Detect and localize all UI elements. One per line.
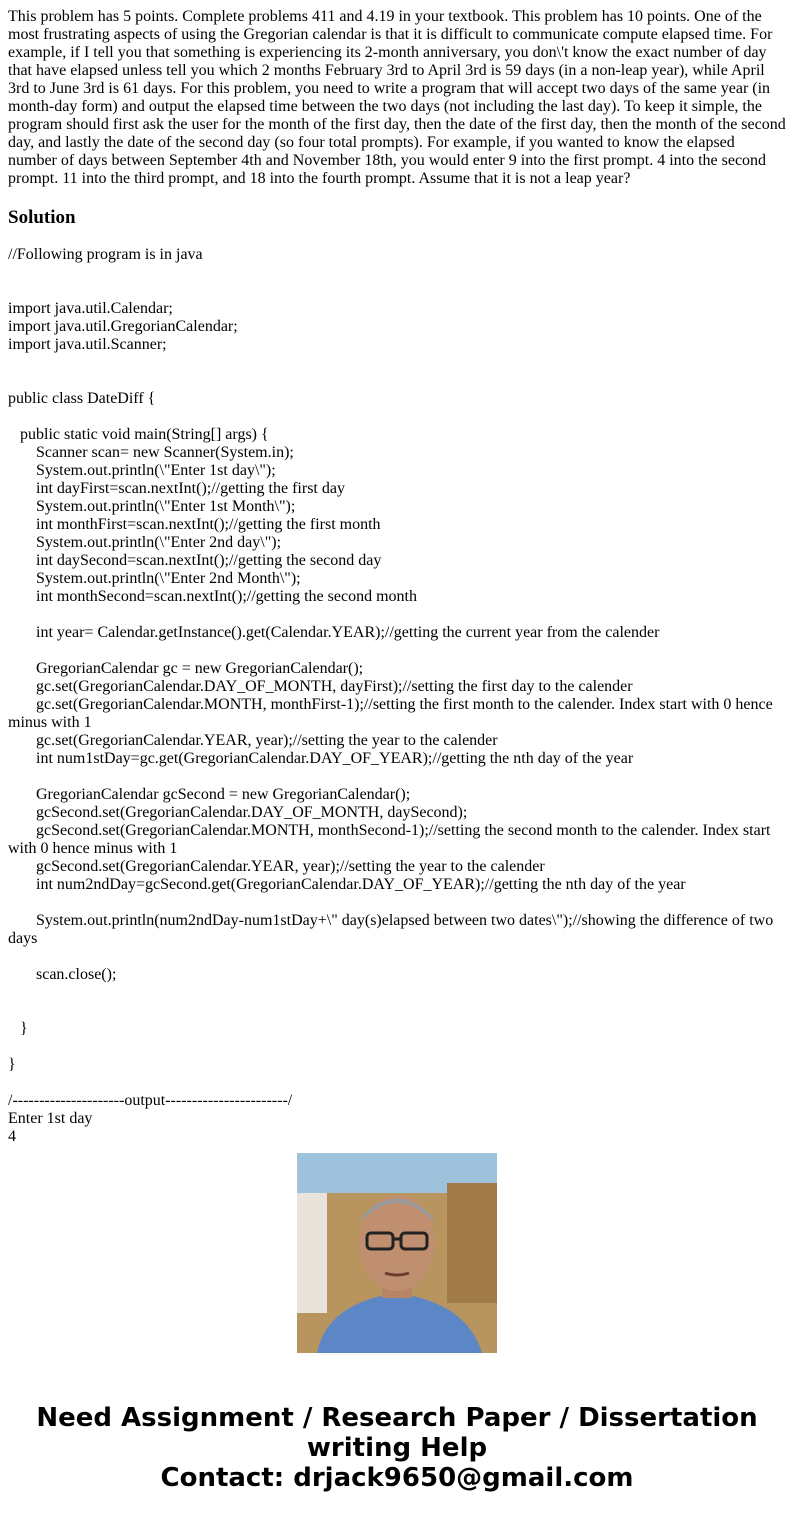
question-text: This problem has 5 points. Complete problems 411 and 4.19 in your textbook. This problem has 10 points. One of the most frustrating aspects of using the Gregorian calendar is that it is difficult to communicate compute elapsed time. For example, if I tell you that something is experiencing its 2-month anniversary, you don\'t know the exact number of day that have elapsed unless tell you which 2 months February 3rd to April 3rd is 59 days (in a non-leap year), while April 3rd to June 3rd is 61 days. For this problem, you need to write a program that will accept two days of the same year (in month-day form) and output the elapsed time between the two days (not including the last day). To keep it simple, the program should first ask the user for the month of the first day, then the date of the first day, then the month of the second day, and lastly the date of the second day (so four total prompts). For example, if you wanted to know the elapsed number of days between September 4th and November 18th, you would enter 9 into the first prompt. 4 into the second prompt. 11 into the third prompt, and 18 into the fourth prompt. Assume that it is not a leap year?	[8, 8, 786, 187]
footer-contact: Contact: drjack9650@gmail.com	[160, 1463, 634, 1493]
author-photo	[297, 1153, 497, 1353]
solution-heading: Solution	[8, 207, 76, 228]
footer-banner	[0, 1403, 794, 1493]
solution-code: //Following program is in java import java.util.Calendar; import java.util.GregorianCalendar; import java.util.Scanner; public class DateDiff { public static void main(String[] args) { Scanner scan= new Scanner(System.in); System.out.println(\"Enter 1st day\"); int dayFirst=scan.nextInt();//getting the first day System.out.println(\"Enter 1st Month\"); int monthFirst=scan.nextInt();//getting the first month System.out.println(\"Enter 2nd day\"); int daySecond=scan.nextInt();//getting the second day System.out.println(\"Enter 2nd Month\"); int monthSecond=scan.nextInt();//getting the second month int year= Calendar.getInstance().get(Calendar.YEAR);//getting the current year from the calender GregorianCalendar gc = new GregorianCalendar(); gc.set(GregorianCalendar.DAY_OF_MONTH, dayFirst);//setting the first day to the calender gc.set(GregorianCalendar.MONTH, monthFirst-1);//setting the first month to the calender. Index start with 0 hence minus with 1 gc.set(GregorianCalendar.YEAR, year);//setting the year to the calender int num1stDay=gc.get(GregorianCalendar.DAY_OF_YEAR);//getting the nth day of the year GregorianCalendar gcSecond = new GregorianCalendar(); gcSecond.set(GregorianCalendar.DAY_OF_MONTH, daySecond); gcSecond.set(GregorianCalendar.MONTH, monthSecond-1);//setting the second month to the calender. Index start with 0 hence minus with 1 gcSecond.set(GregorianCalendar.YEAR, year);//setting the year to the calender int num2ndDay=gcSecond.get(GregorianCalendar.DAY_OF_YEAR);//getting the nth day of the year System.out.println(num2ndDay-num1stDay+\" day(s)elapsed between two dates\");//showing the difference of two days scan.close(); } } /---------------------output-----------------------/ Enter 1st day 4	[8, 246, 774, 1145]
footer-help-text: Need Assignment / Research Paper / Dissertation writing Help	[36, 1403, 758, 1463]
